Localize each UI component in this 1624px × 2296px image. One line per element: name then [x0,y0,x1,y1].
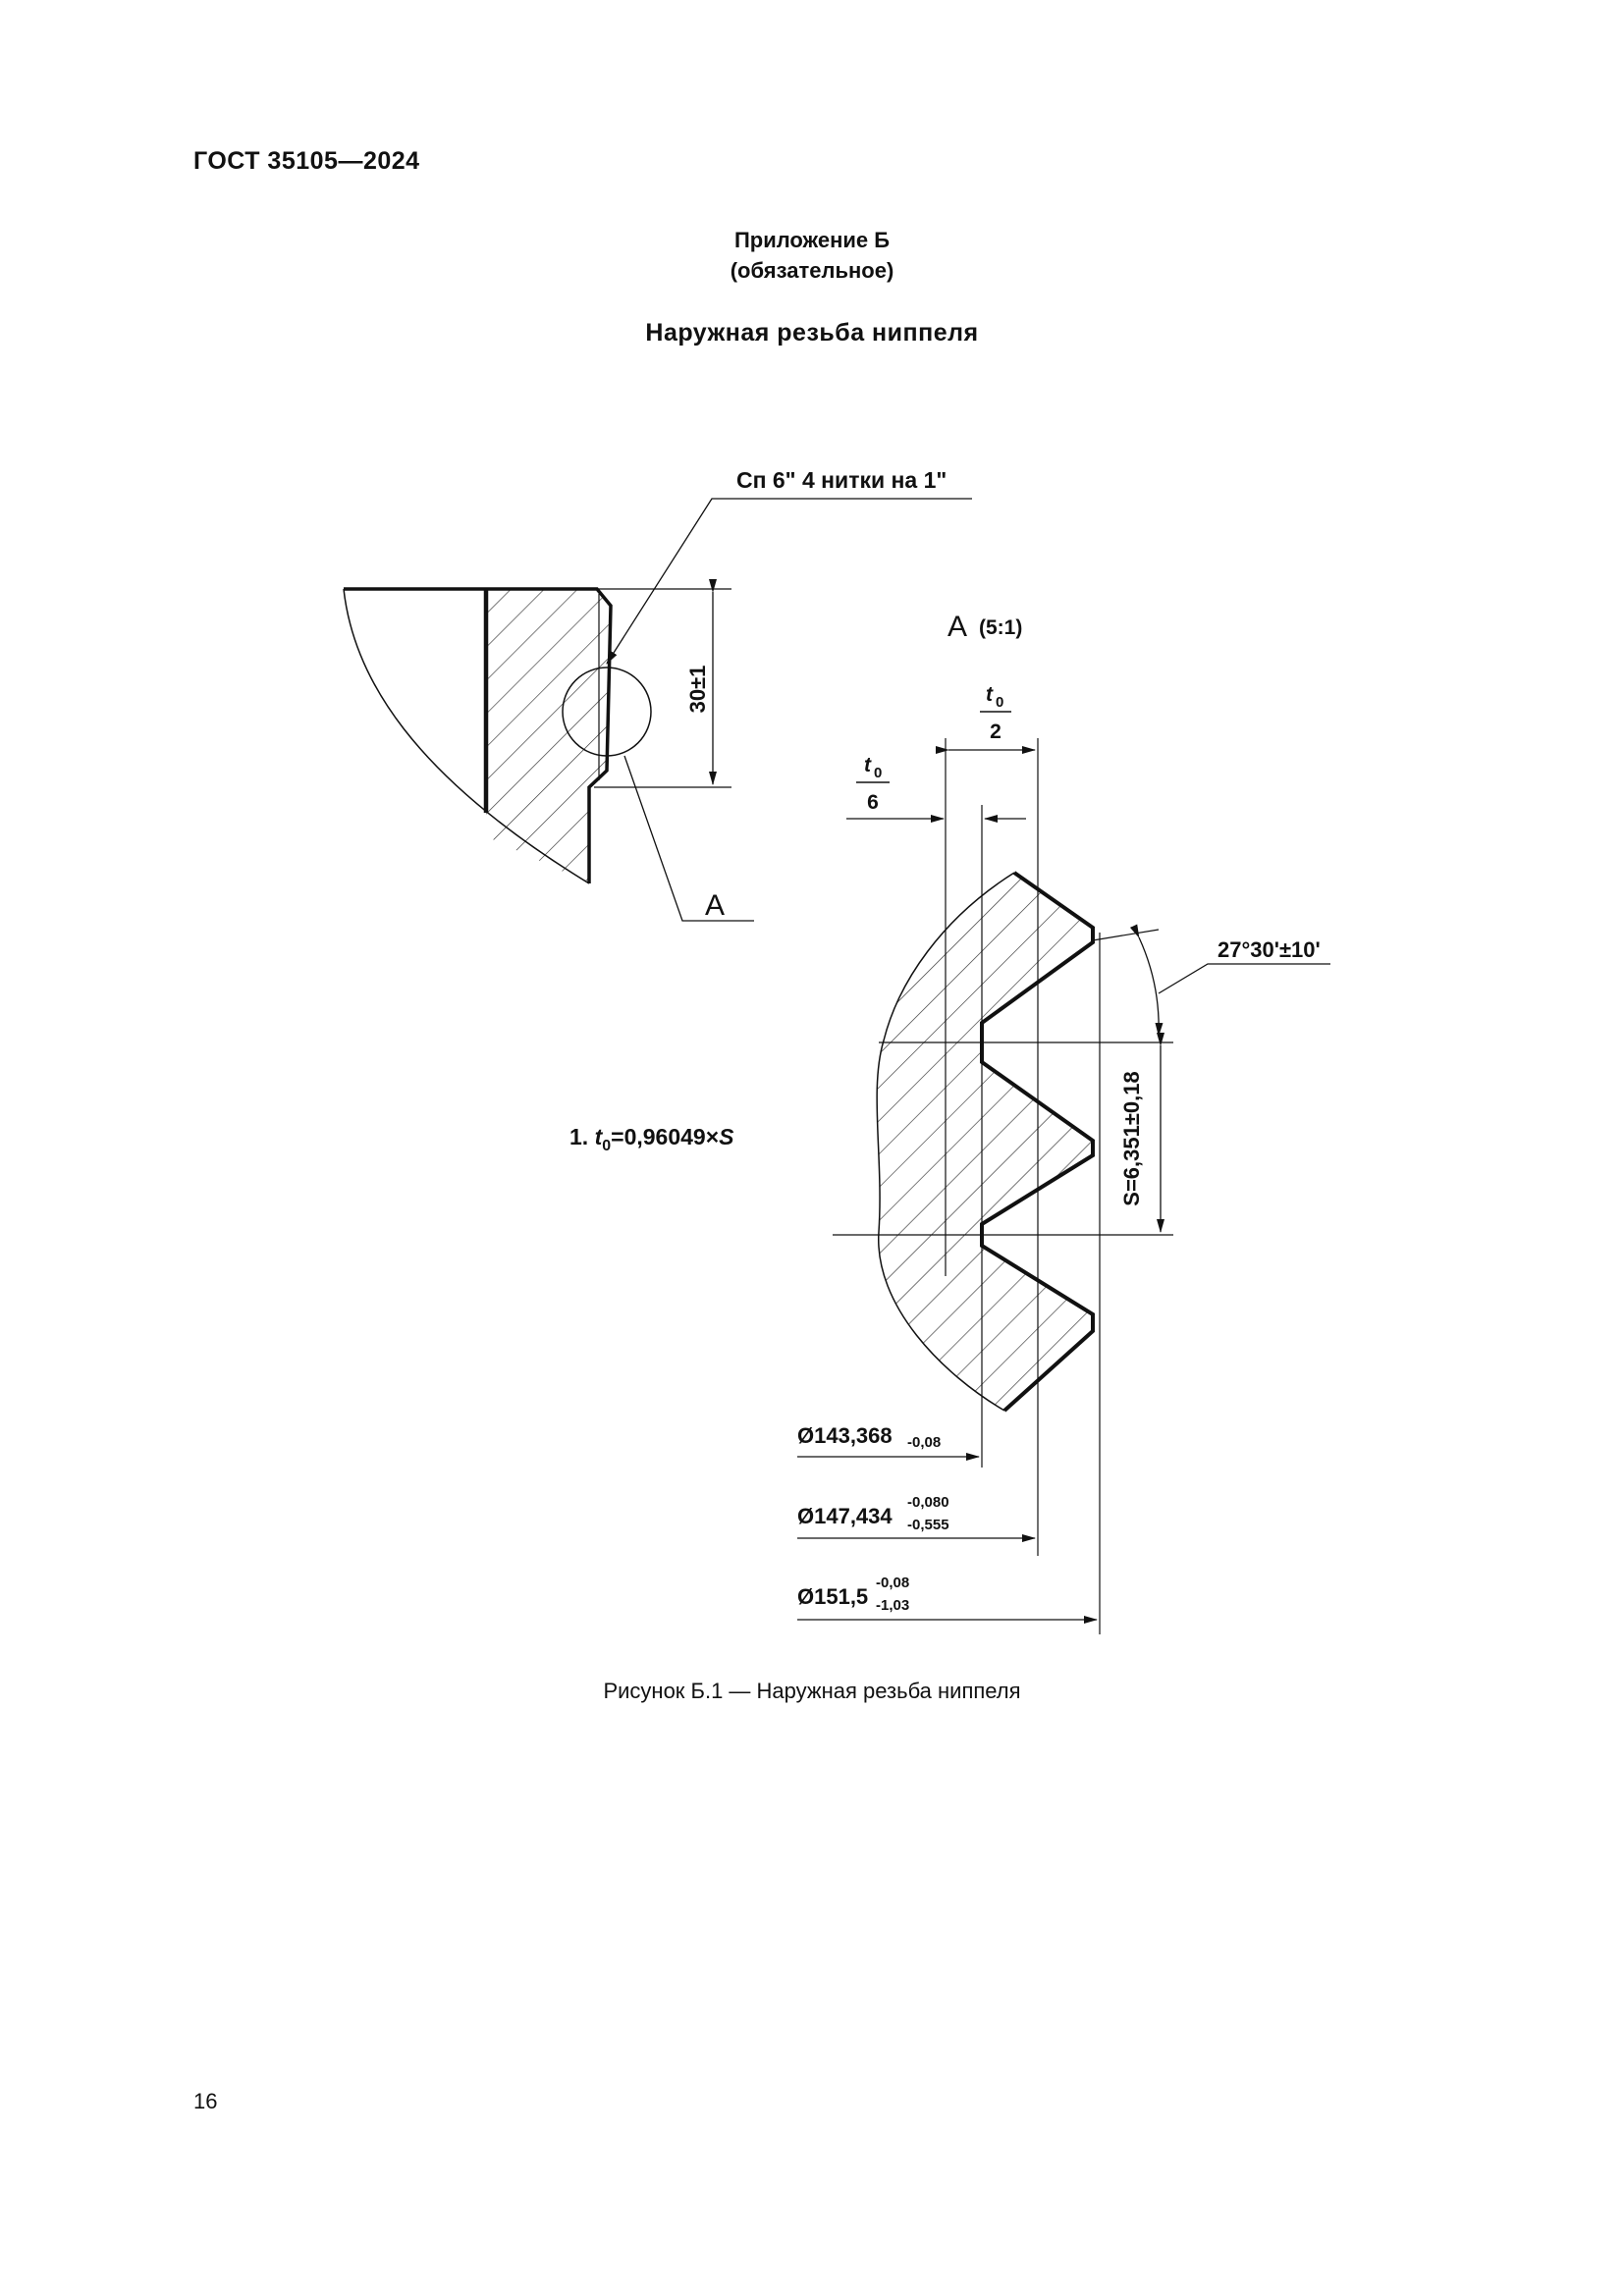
pitch-dimension-label: S=6,351±0,18 [1119,1071,1144,1206]
diameter-dimension-3 [797,1575,1097,1620]
thread-profile [877,873,1093,1411]
appendix-title: Приложение Б [733,228,891,252]
nipple-section-view [344,499,972,921]
svg-text:-0,555: -0,555 [907,1517,949,1533]
figure-caption: Рисунок Б.1 — Наружная резьба ниппеля [603,1679,1021,1703]
svg-text:Ø151,5: Ø151,5 [797,1584,869,1609]
view-letter: А [705,889,726,922]
t0-sixth-label [856,754,890,814]
svg-text:Ø143,368: Ø143,368 [797,1423,893,1448]
section-title: Наружная резьба ниппеля [645,319,979,347]
svg-text:Ø147,434: Ø147,434 [797,1504,893,1528]
svg-text:t: t [986,683,993,706]
svg-text:0: 0 [996,694,1004,711]
svg-text:6: 6 [867,791,879,814]
svg-text:-0,08: -0,08 [876,1575,910,1591]
svg-text:2: 2 [990,721,1001,743]
view-letter-leader [624,756,754,921]
profile-hatch [877,873,1093,1411]
thread-callout-label: Сп 6" 4 нитки на 1" [736,467,947,493]
svg-text:-1,03: -1,03 [876,1597,910,1614]
detail-view-letter: А [947,611,968,643]
diameter-dimension-1 [797,1423,979,1457]
svg-text:-0,080: -0,080 [907,1494,949,1511]
angle-dimension-label: 27°30'±10' [1218,937,1321,962]
diameter-dimension-2 [797,1494,1035,1538]
t0-half-label [980,683,1011,743]
section-hatch [486,589,611,883]
svg-text:t: t [864,754,871,776]
svg-text:0: 0 [874,765,883,781]
angle-leader [1159,964,1330,993]
length-dimension-label: 30±1 [685,665,710,714]
document-header: ГОСТ 35105—2024 [193,147,420,175]
page-number: 16 [193,2089,218,2113]
formula-note [569,1124,734,1154]
thread-callout-leader [607,499,972,664]
angle-dim-arc [1139,937,1159,1036]
appendix-status: (обязательное) [730,258,894,283]
svg-text:-0,08: -0,08 [907,1434,942,1451]
svg-text:1. t0=0,96049×S: 1. $t_0=0,96049\times S$ [569,1124,734,1154]
detail-view-scale: (5:1) [979,616,1023,639]
